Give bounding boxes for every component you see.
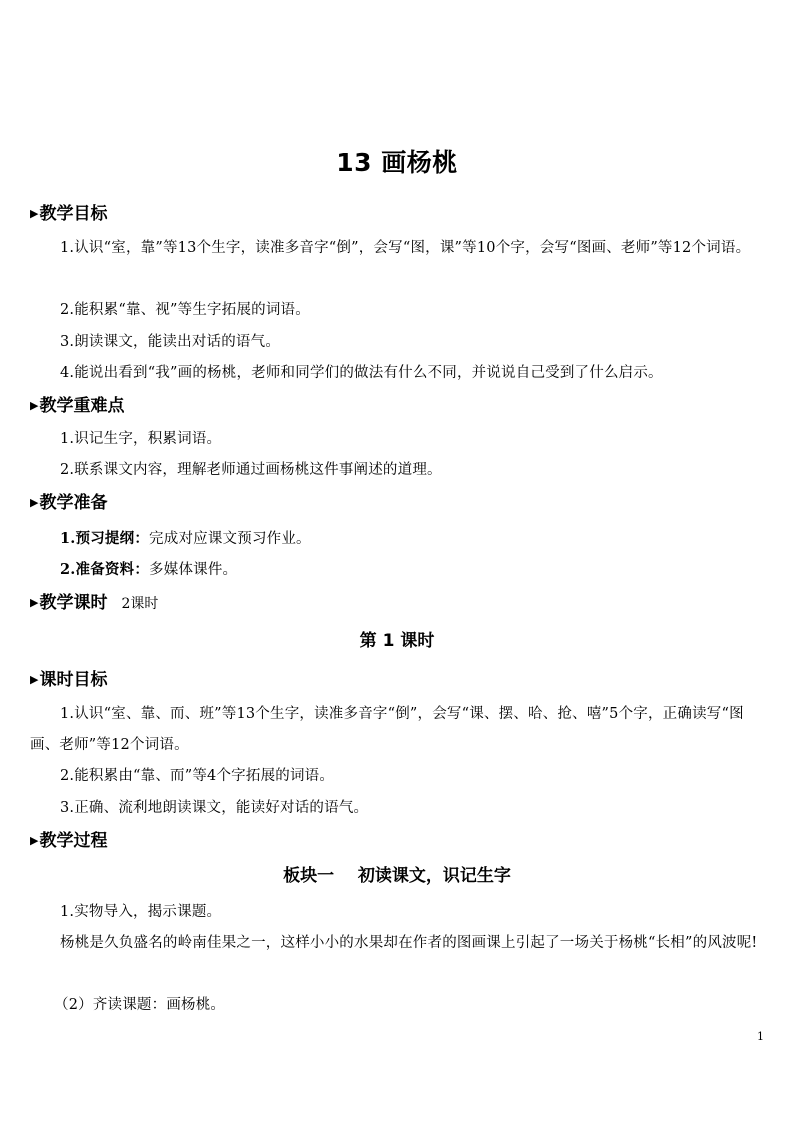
page-number: 1: [757, 1030, 764, 1043]
triangle-marker-icon: ▶: [30, 496, 39, 509]
period-goal-item: 2.能积累由“靠、而”等4个字拓展的词语。: [60, 768, 335, 784]
process-item: （2）齐读课题：画杨桃。: [54, 997, 226, 1013]
triangle-marker-icon: ▶: [30, 673, 39, 686]
preparation-text: 完成对应课文预习作业。: [149, 531, 311, 547]
preparation-text: 多媒体课件。: [149, 562, 238, 578]
heading-label: 教学重难点: [39, 396, 125, 416]
heading-teaching-goals: [30, 202, 107, 226]
heading-period-goals: [30, 668, 107, 692]
heading-label: 教学目标: [39, 204, 108, 224]
heading-label: 教学准备: [39, 493, 108, 513]
triangle-marker-icon: ▶: [30, 399, 39, 412]
heading-teaching-process: [30, 829, 107, 853]
process-item: 杨桃是久负盛名的岭南佳果之一，这样小小的水果却在作者的图画课上引起了一场关于杨桃“长相”的风波呢!: [60, 935, 758, 951]
period-goal-item: 1.认识“室、靠、而、班”等13个生字，读准多音字“倒”，会写“课、摆、哈、抢、嘻”5个字，正确读写“图画、老师”等12个词语。: [30, 706, 744, 753]
period-goal-item: 3.正确、流利地朗读课文，能读好对话的语气。: [60, 800, 369, 816]
teaching-hours-value: 2课时: [121, 596, 159, 612]
heading-teaching-hours: [30, 591, 158, 616]
heading-key-points: [30, 394, 124, 418]
goal-item: 2.能积累“靠、视”等生字拓展的词语。: [60, 302, 310, 318]
key-point-item: 2.联系课文内容，理解老师通过画杨桃这件事阐述的道理。: [60, 462, 442, 478]
lesson-title: 13 画杨桃: [336, 148, 458, 177]
preparation-label: 1.预习提纲：: [60, 530, 150, 547]
preparation-label: 2.准备资料：: [60, 561, 150, 578]
triangle-marker-icon: ▶: [30, 596, 39, 609]
process-item: 1.实物导入，揭示课题。: [60, 904, 222, 920]
heading-label: 教学过程: [39, 831, 108, 851]
preparation-item: [30, 523, 765, 555]
heading-label: 课时目标: [39, 670, 108, 690]
block-title: 板块一 初读课文，识记生字: [283, 866, 511, 886]
heading-preparation: [30, 491, 107, 515]
key-point-item: 1.识记生字，积累词语。: [60, 431, 222, 447]
goal-item: 3.朗读课文，能读出对话的语气。: [60, 334, 281, 350]
triangle-marker-icon: ▶: [30, 207, 39, 220]
lesson-period-title: 第 1 课时: [359, 631, 435, 651]
goal-item: 1.认识“室，靠”等13个生字，读准多音字“倒”，会写“图，课”等10个字，会写“图画、老师”等12个词语。: [60, 240, 751, 256]
heading-label: 教学课时: [39, 593, 108, 613]
preparation-item: [30, 554, 765, 586]
goal-item: 4.能说出看到“我”画的杨桃，老师和同学们的做法有什么不同，并说说自己受到了什么启示。: [60, 365, 663, 381]
triangle-marker-icon: ▶: [30, 834, 39, 847]
